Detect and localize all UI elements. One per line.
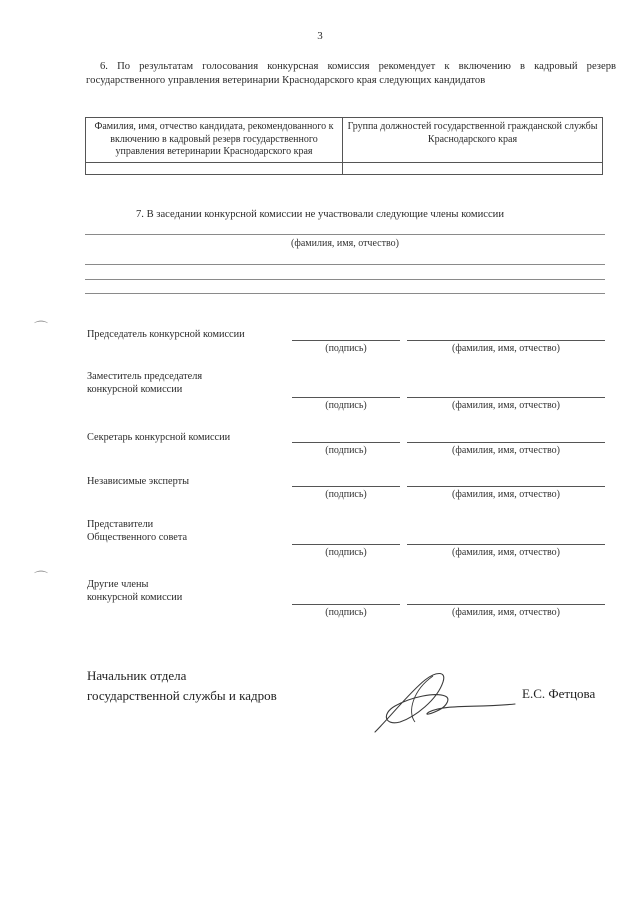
name-line [407,544,605,545]
table-header-group: Группа должностей государственной гражданской службы Краснодарского края [343,118,603,163]
absent-members-line [85,293,605,294]
signature-line [292,397,400,398]
signature-line [292,544,400,545]
name-caption: (фамилия, имя, отчество) [452,445,560,456]
signature-caption: (подпись) [325,343,367,354]
signatory-name: Е.С. Фетцова [522,686,596,701]
name-line [407,604,605,605]
margin-mark: ⌒ [34,572,48,587]
signature-label-chairman: Председатель конкурсной комиссии [87,329,245,340]
page-number: 3 [317,30,323,42]
signature-caption: (подпись) [325,400,367,411]
signature-label-experts: Независимые эксперты [87,476,190,487]
name-line [407,340,605,341]
signature-caption: (подпись) [325,445,367,456]
name-caption: (фамилия, имя, отчество) [452,343,560,354]
absent-members-caption: (фамилия, имя, отчество) [291,238,399,249]
signature-label-secretary: Секретарь конкурсной комиссии [87,432,231,443]
signature-line [292,604,400,605]
section-6-text: 6. По результатам голосования конкурсная комиссия рекомендует к включению в кадровый резерв государственного управления ветеринарии Краснодарского края следующих кандидатов [86,61,616,86]
table-empty-cell [343,162,603,174]
signature-caption: (подпись) [325,547,367,558]
signature-line [292,486,400,487]
name-line [407,397,605,398]
handwritten-signature [355,662,525,742]
signatory-position-line2: государственной службы и кадров [87,688,277,703]
section-7-text: 7. В заседании конкурсной комиссии не участвовали следующие члены комиссии [135,209,505,220]
margin-mark: ⌒ [34,322,48,337]
name-caption: (фамилия, имя, отчество) [452,547,560,558]
signatory-position-line1: Начальник отдела [87,668,187,683]
candidates-table [85,117,603,175]
absent-members-line [85,234,605,235]
signatory-position [87,666,277,706]
table-header-name: Фамилия, имя, отчество кандидата, рекомендованного к включению в кадровый резерв государственного управления ветеринарии Краснодарского края [86,118,343,163]
signature-line [292,442,400,443]
table-empty-cell [86,162,343,174]
name-line [407,442,605,443]
name-caption: (фамилия, имя, отчество) [452,489,560,500]
name-line [407,486,605,487]
signature-label-other-members: Другие члены конкурсной комиссии [87,579,183,603]
name-caption: (фамилия, имя, отчество) [452,400,560,411]
signature-caption: (подпись) [325,489,367,500]
signature-label-deputy: Заместитель председателя конкурсной комиссии [87,371,203,395]
signature-label-public-council: Представители Общественного совета [87,519,188,543]
signature-caption: (подпись) [325,607,367,618]
absent-members-line [85,264,605,265]
name-caption: (фамилия, имя, отчество) [452,607,560,618]
signature-line [292,340,400,341]
absent-members-line [85,279,605,280]
